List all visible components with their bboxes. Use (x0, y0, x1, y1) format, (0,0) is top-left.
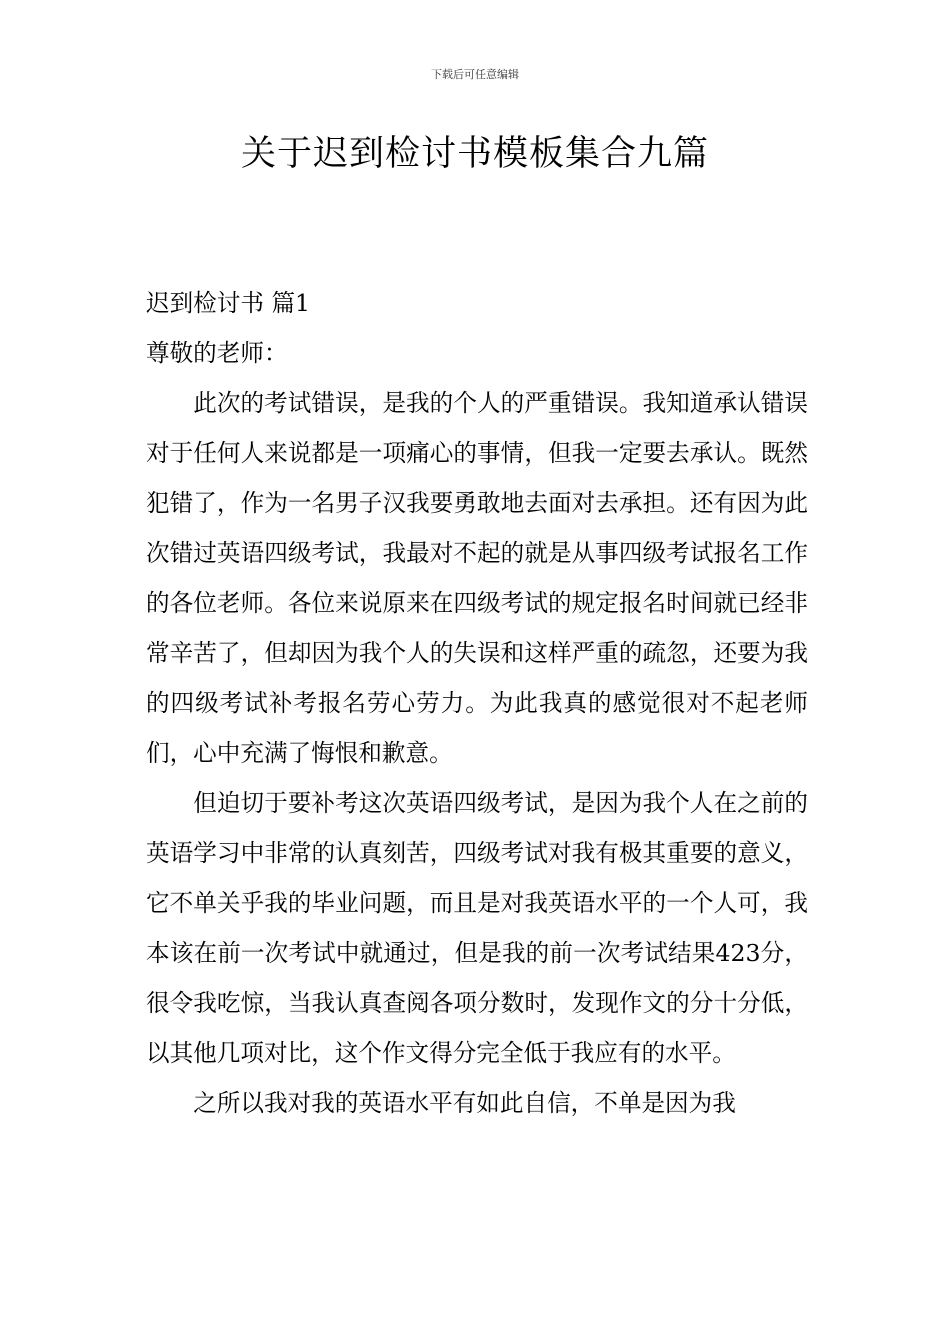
document-body (146, 278, 808, 1128)
body-paragraph: 此次的考试错误，是我的个人的严重错误。我知道承认错误对于任何人来说都是一项痛心的事情，但我一定要去承认。既然犯错了，作为一名男子汉我要勇敢地去面对去承担。还有因为此次错过英语四级考试，我最对不起的就是从事四级考试报名工作的各位老师。各位来说原来在四级考试的规定报名时间就已经非常辛苦了，但却因为我个人的失误和这样严重的疏忽，还要为我的四级考试补考报名劳心劳力。为此我真的感觉很对不起老师们，心中充满了悔恨和歉意。 (146, 389, 808, 767)
salutation: 尊敬的老师： (146, 339, 288, 367)
body-paragraph: 但迫切于要补考这次英语四级考试，是因为我个人在之前的英语学习中非常的认真刻苦，四级考试对我有极其重要的意义，它不单关乎我的毕业问题，而且是对我英语水平的一个人可，我本该在前一次考试中就通过，但是我的前一次考试结果423分，很令我吃惊，当我认真查阅各项分数时，发现作文的分十分低，以其他几项对比，这个作文得分完全低于我应有的水平。 (146, 789, 808, 1067)
header-note: 下载后可任意编辑 (431, 68, 519, 81)
body-paragraph: 之所以我对我的英语水平有如此自信，不单是因为我 (193, 1089, 736, 1117)
document-title: 关于迟到检讨书模板集合九篇 (240, 134, 709, 174)
section-heading: 迟到检讨书 篇1 (146, 289, 311, 317)
